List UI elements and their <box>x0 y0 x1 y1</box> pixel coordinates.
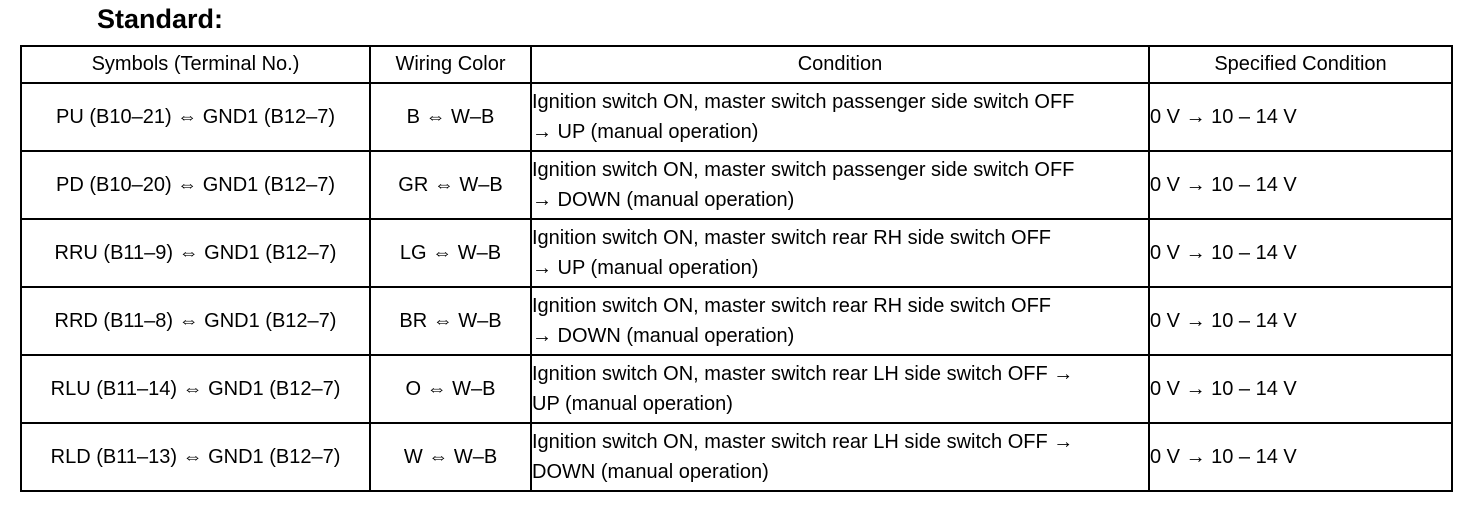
condition-line: → DOWN (manual operation) <box>532 325 795 347</box>
cell-specified-condition: 0 V → 10 – 14 V <box>1149 83 1452 151</box>
cell-symbol: RRU (B11–9) ⇔ GND1 (B12–7) <box>21 219 370 287</box>
cell-wiring-color: B ⇔ W–B <box>370 83 531 151</box>
condition-line: Ignition switch ON, master switch rear RH side switch OFF <box>532 295 1052 317</box>
cell-condition <box>531 219 1149 287</box>
cell-wiring-color: W ⇔ W–B <box>370 423 531 491</box>
table-row <box>21 287 1452 355</box>
cell-symbol: PU (B10–21) ⇔ GND1 (B12–7) <box>21 83 370 151</box>
condition-line: DOWN (manual operation) <box>532 461 769 483</box>
header-wiring-color: Wiring Color <box>370 46 531 83</box>
header-condition: Condition <box>531 46 1149 83</box>
condition-line: → DOWN (manual operation) <box>532 189 795 211</box>
cell-specified-condition: 0 V → 10 – 14 V <box>1149 423 1452 491</box>
section-heading: Standard: <box>97 4 224 34</box>
condition-line: Ignition switch ON, master switch passenger side switch OFF <box>532 159 1075 181</box>
specification-table <box>20 45 1453 492</box>
cell-condition <box>531 355 1149 423</box>
condition-line: Ignition switch ON, master switch rear LH side switch OFF → <box>532 431 1074 453</box>
table-row <box>21 423 1452 491</box>
header-specified-condition: Specified Condition <box>1149 46 1452 83</box>
cell-specified-condition: 0 V → 10 – 14 V <box>1149 355 1452 423</box>
cell-wiring-color: BR ⇔ W–B <box>370 287 531 355</box>
cell-wiring-color: GR ⇔ W–B <box>370 151 531 219</box>
cell-symbol: RRD (B11–8) ⇔ GND1 (B12–7) <box>21 287 370 355</box>
condition-line: → UP (manual operation) <box>532 121 759 143</box>
cell-wiring-color: LG ⇔ W–B <box>370 219 531 287</box>
cell-condition <box>531 423 1149 491</box>
cell-condition <box>531 83 1149 151</box>
cell-specified-condition: 0 V → 10 – 14 V <box>1149 219 1452 287</box>
table-row <box>21 355 1452 423</box>
header-symbols: Symbols (Terminal No.) <box>21 46 370 83</box>
condition-line: Ignition switch ON, master switch passenger side switch OFF <box>532 91 1075 113</box>
cell-specified-condition: 0 V → 10 – 14 V <box>1149 151 1452 219</box>
condition-line: UP (manual operation) <box>532 393 733 415</box>
table-header-row <box>21 46 1452 83</box>
table-row <box>21 83 1452 151</box>
condition-line: Ignition switch ON, master switch rear RH side switch OFF <box>532 227 1052 249</box>
cell-condition <box>531 151 1149 219</box>
cell-specified-condition: 0 V → 10 – 14 V <box>1149 287 1452 355</box>
cell-symbol: PD (B10–20) ⇔ GND1 (B12–7) <box>21 151 370 219</box>
cell-symbol: RLU (B11–14) ⇔ GND1 (B12–7) <box>21 355 370 423</box>
condition-line: Ignition switch ON, master switch rear LH side switch OFF → <box>532 363 1074 385</box>
condition-line: → UP (manual operation) <box>532 257 759 279</box>
cell-symbol: RLD (B11–13) ⇔ GND1 (B12–7) <box>21 423 370 491</box>
table-row <box>21 219 1452 287</box>
cell-wiring-color: O ⇔ W–B <box>370 355 531 423</box>
cell-condition <box>531 287 1149 355</box>
table-row <box>21 151 1452 219</box>
